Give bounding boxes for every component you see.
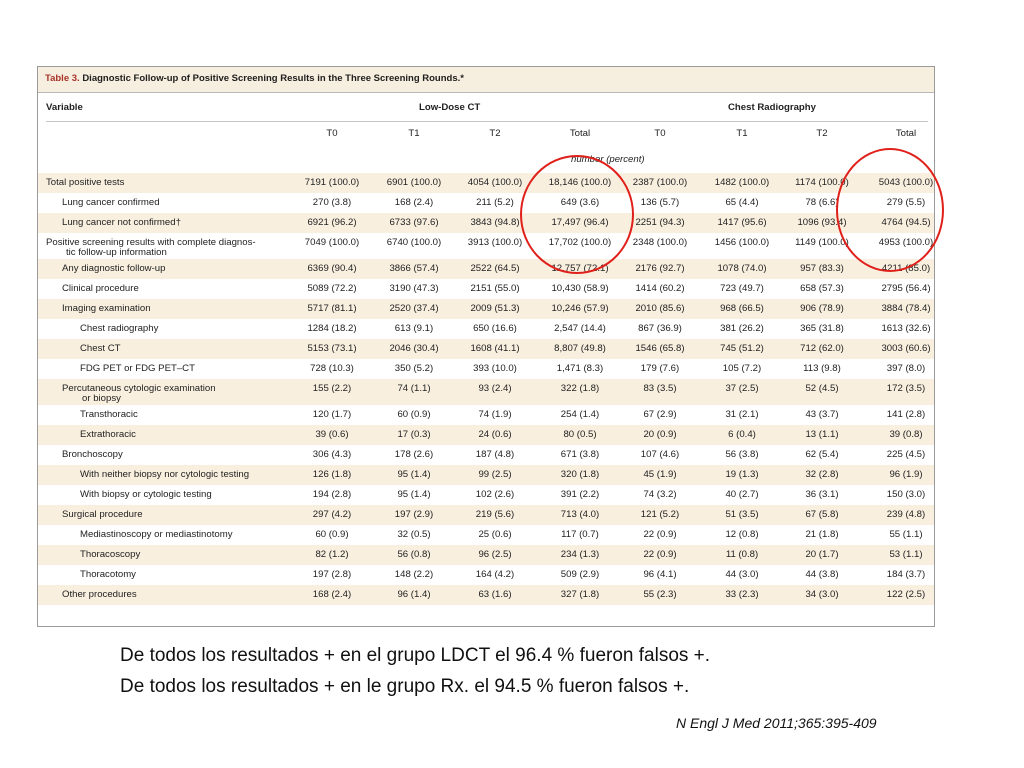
table-cell: 164 (4.2) [475,569,515,580]
table-cell: 1417 (95.6) [717,217,767,228]
table-cell: 6 (0.4) [728,429,756,440]
row-label: Surgical procedure [62,509,143,520]
table-cell: 968 (66.5) [720,303,764,314]
table-cell: 6733 (97.6) [389,217,439,228]
table-cell: 187 (4.8) [475,449,515,460]
table-cell: 63 (1.6) [478,589,512,600]
table-cell: 22 (0.9) [643,549,677,560]
row-label: Extrathoracic [80,429,136,440]
table-cell: 6901 (100.0) [386,177,442,188]
table-cell: 194 (2.8) [312,489,352,500]
table-cell: 1482 (100.0) [714,177,770,188]
table-cell: 254 (1.4) [560,409,600,420]
table-cell: 1456 (100.0) [714,237,770,248]
table-cell: 39 (0.6) [315,429,349,440]
table-cell: 1149 (100.0) [795,237,849,248]
group-header-chest-radiography: Chest Radiography [728,102,816,113]
table-cell: 78 (6.6) [805,197,839,208]
table-cell: 6921 (96.2) [307,217,357,228]
table-cell: 56 (3.8) [725,449,759,460]
table-cell: 117 (0.7) [561,529,599,540]
table-cell: 1174 (100.0) [795,177,849,188]
table-cell: 5089 (72.2) [307,283,357,294]
table-cell: 155 (2.2) [312,383,352,394]
variable-header: Variable [46,102,83,113]
table-title-bar [38,67,934,93]
column-header-2: T2 [489,128,501,139]
table-cell: 197 (2.9) [394,509,434,520]
table-cell: 136 (5.7) [640,197,680,208]
table-cell: 113 (9.8) [803,363,841,374]
row-label: Lung cancer confirmed [62,197,160,208]
table-cell: 12,757 (72.1) [551,263,609,274]
row-label-continued: or biopsy [82,393,121,404]
table-cell: 32 (0.5) [397,529,431,540]
table-cell: 397 (8.0) [886,363,926,374]
table-cell: 11 (0.8) [725,549,759,560]
caption-line-2: De todos los resultados + en le grupo Rx. el 94.5 % fueron falsos +. [120,676,690,697]
table-cell: 95 (1.4) [397,489,431,500]
table-cell: 658 (57.3) [800,283,844,294]
table-cell: 102 (2.6) [475,489,515,500]
header-rule [46,121,928,122]
table-cell: 96 (1.9) [889,469,923,480]
row-label: Thoracoscopy [80,549,141,560]
table-cell: 148 (2.2) [394,569,434,580]
table-cell: 74 (1.9) [478,409,512,420]
table-cell: 322 (1.8) [560,383,600,394]
column-header-1: T1 [408,128,420,139]
table-cell: 3913 (100.0) [467,237,523,248]
table-cell: 381 (26.2) [720,323,764,334]
group-header-ldct: Low-Dose CT [419,102,481,113]
caption-line-1: De todos los resultados + en el grupo LDCT el 96.4 % fueron falsos +. [120,645,711,666]
table-cell: 67 (5.8) [805,509,839,520]
table-cell: 80 (0.5) [563,429,597,440]
table-cell: 4953 (100.0) [878,237,934,248]
row-label: Mediastinoscopy or mediastinotomy [80,529,233,540]
table-cell: 5043 (100.0) [878,177,934,188]
table-cell: 297 (4.2) [312,509,352,520]
table-cell: 22 (0.9) [643,529,677,540]
table-cell: 53 (1.1) [889,549,923,560]
table-cell: 2,547 (14.4) [554,323,606,334]
table-cell: 6740 (100.0) [386,237,442,248]
table-cell: 141 (2.8) [886,409,926,420]
table-cell: 3843 (94.8) [470,217,520,228]
table-cell: 219 (5.6) [475,509,515,520]
table-cell: 168 (2.4) [312,589,352,600]
row-label: Bronchoscopy [62,449,123,460]
table-cell: 51 (3.5) [725,509,759,520]
table-cell: 17,497 (96.4) [551,217,609,228]
table-title [45,73,464,84]
table-cell: 99 (2.5) [478,469,512,480]
table-cell: 327 (1.8) [560,589,600,600]
row-label: With biopsy or cytologic testing [80,489,212,500]
table-cell: 1414 (60.2) [635,283,685,294]
table-cell: 13 (1.1) [805,429,839,440]
table-cell: 671 (3.8) [560,449,600,460]
results-table [37,66,935,627]
column-header-6: T2 [816,128,828,139]
table-cell: 234 (1.3) [560,549,600,560]
table-cell: 2151 (55.0) [470,283,520,294]
table-cell: 33 (2.3) [725,589,759,600]
table-cell: 55 (2.3) [643,589,677,600]
table-cell: 44 (3.0) [725,569,759,580]
table-cell: 93 (2.4) [478,383,512,394]
table-cell: 12 (0.8) [725,529,759,540]
table-cell: 713 (4.0) [560,509,600,520]
highlight-circle-rx [836,148,944,272]
table-cell: 95 (1.4) [397,469,431,480]
table-cell: 613 (9.1) [394,323,434,334]
table-cell: 306 (4.3) [312,449,352,460]
table-cell: 32 (2.8) [805,469,839,480]
table-cell: 2251 (94.3) [635,217,685,228]
table-cell: 150 (3.0) [886,489,926,500]
row-label: Transthoracic [80,409,138,420]
table-cell: 62 (5.4) [805,449,839,460]
table-cell: 1608 (41.1) [470,343,520,354]
table-cell: 712 (62.0) [800,343,844,354]
table-cell: 36 (3.1) [805,489,839,500]
table-cell: 906 (78.9) [800,303,844,314]
table-cell: 723 (49.7) [720,283,764,294]
table-cell: 279 (5.5) [886,197,926,208]
table-cell: 65 (4.4) [725,197,759,208]
table-cell: 239 (4.8) [886,509,926,520]
table-cell: 74 (3.2) [643,489,677,500]
table-cell: 179 (7.6) [640,363,680,374]
table-cell: 60 (0.9) [397,409,431,420]
row-label: Thoracotomy [80,569,136,580]
table-cell: 4211 (85.0) [881,263,931,274]
table-cell: 4764 (94.5) [881,217,931,228]
table-cell: 122 (2.5) [886,589,926,600]
table-cell: 2387 (100.0) [632,177,688,188]
table-cell: 393 (10.0) [473,363,517,374]
table-cell: 10,430 (58.9) [551,283,609,294]
table-cell: 649 (3.6) [560,197,600,208]
table-cell: 7049 (100.0) [304,237,360,248]
table-cell: 270 (3.8) [312,197,352,208]
table-cell: 5717 (81.1) [307,303,357,314]
table-cell: 74 (1.1) [397,383,431,394]
table-cell: 43 (3.7) [805,409,839,420]
table-cell: 107 (4.6) [640,449,680,460]
table-cell: 650 (16.6) [473,323,517,334]
row-label: Lung cancer not confirmed† [62,217,181,228]
table-cell: 121 (5.2) [640,509,680,520]
table-cell: 8,807 (49.8) [554,343,606,354]
table-cell: 31 (2.1) [725,409,759,420]
column-header-0: T0 [326,128,338,139]
table-cell: 10,246 (57.9) [551,303,609,314]
table-cell: 44 (3.8) [805,569,839,580]
table-cell: 211 (5.2) [476,197,514,208]
row-label: Positive screening results with complete diagnos- [46,237,256,248]
table-cell: 7191 (100.0) [304,177,360,188]
row-label: Percutaneous cytologic examination [62,383,216,394]
table-cell: 17 (0.3) [397,429,431,440]
table-cell: 2010 (85.6) [635,303,685,314]
table-cell: 1096 (93.4) [797,217,847,228]
table-cell: 3003 (60.6) [881,343,931,354]
table-cell: 34 (3.0) [805,589,839,600]
table-cell: 5153 (73.1) [307,343,357,354]
row-label: Any diagnostic follow-up [62,263,166,274]
table-cell: 197 (2.8) [312,569,352,580]
table-cell: 957 (83.3) [800,263,844,274]
table-cell: 3190 (47.3) [389,283,439,294]
table-cell: 350 (5.2) [394,363,434,374]
table-cell: 39 (0.8) [889,429,923,440]
table-cell: 60 (0.9) [315,529,349,540]
table-cell: 1078 (74.0) [717,263,767,274]
table-cell: 24 (0.6) [478,429,512,440]
table-cell: 96 (1.4) [397,589,431,600]
column-header-7: Total [895,128,917,139]
row-label: Chest radiography [80,323,159,334]
table-cell: 20 (1.7) [805,549,839,560]
table-cell: 126 (1.8) [312,469,352,480]
column-header-5: T1 [736,128,748,139]
row-label-continued: tic follow-up information [66,247,167,258]
table-title-text: Diagnostic Follow-up of Positive Screening Results in the Three Screening Rounds.* [82,73,464,84]
table-cell: 21 (1.8) [805,529,839,540]
table-cell: 1,471 (8.3) [556,363,604,374]
table-cell: 320 (1.8) [560,469,600,480]
table-cell: 83 (3.5) [643,383,677,394]
row-label: Imaging examination [62,303,151,314]
table-cell: 52 (4.5) [805,383,839,394]
table-cell: 178 (2.6) [394,449,434,460]
table-cell: 40 (2.7) [725,489,759,500]
table-cell: 745 (51.2) [720,343,764,354]
row-label: Chest CT [80,343,121,354]
table-cell: 17,702 (100.0) [548,237,612,248]
table-cell: 1613 (32.6) [881,323,931,334]
table-cell: 45 (1.9) [643,469,677,480]
row-label: Clinical procedure [62,283,139,294]
table-cell: 2348 (100.0) [632,237,688,248]
table-cell: 120 (1.7) [312,409,352,420]
table-cell: 18,146 (100.0) [548,177,612,188]
column-header-3: Total [569,128,591,139]
table-cell: 2046 (30.4) [389,343,439,354]
row-label: With neither biopsy nor cytologic testing [80,469,250,480]
row-label: FDG PET or FDG PET–CT [80,363,195,374]
table-cell: 1546 (65.8) [635,343,685,354]
table-cell: 2009 (51.3) [470,303,520,314]
table-cell: 6369 (90.4) [307,263,357,274]
table-cell: 56 (0.8) [397,549,431,560]
table-cell: 2520 (37.4) [389,303,439,314]
table-cell: 728 (10.3) [310,363,354,374]
table-cell: 37 (2.5) [725,383,759,394]
table-cell: 105 (7.2) [722,363,762,374]
row-label: Total positive tests [46,177,125,188]
table-cell: 867 (36.9) [638,323,682,334]
table-cell: 3884 (78.4) [881,303,931,314]
table-cell: 2522 (64.5) [470,263,520,274]
table-cell: 19 (1.3) [725,469,759,480]
table-cell: 509 (2.9) [560,569,600,580]
table-cell: 55 (1.1) [889,529,923,540]
table-cell: 365 (31.8) [800,323,844,334]
unit-note: number (percent) [571,154,645,165]
table-cell: 82 (1.2) [315,549,349,560]
table-cell: 20 (0.9) [643,429,677,440]
table-cell: 25 (0.6) [478,529,512,540]
table-cell: 391 (2.2) [560,489,600,500]
table-cell: 67 (2.9) [643,409,677,420]
table-cell: 4054 (100.0) [467,177,523,188]
highlight-circle-ldct [520,155,634,274]
table-cell: 2176 (92.7) [635,263,685,274]
table-cell: 96 (2.5) [478,549,512,560]
table-cell: 2795 (56.4) [881,283,931,294]
column-header-4: T0 [654,128,666,139]
row-label: Other procedures [62,589,137,600]
table-cell: 96 (4.1) [643,569,677,580]
citation: N Engl J Med 2011;365:395-409 [676,715,877,731]
table-cell: 1284 (18.2) [307,323,357,334]
table-cell: 184 (3.7) [886,569,926,580]
table-cell: 168 (2.4) [394,197,434,208]
table-cell: 172 (3.5) [886,383,926,394]
table-number: Table 3. [45,73,80,84]
table-cell: 225 (4.5) [886,449,926,460]
table-cell: 3866 (57.4) [389,263,439,274]
